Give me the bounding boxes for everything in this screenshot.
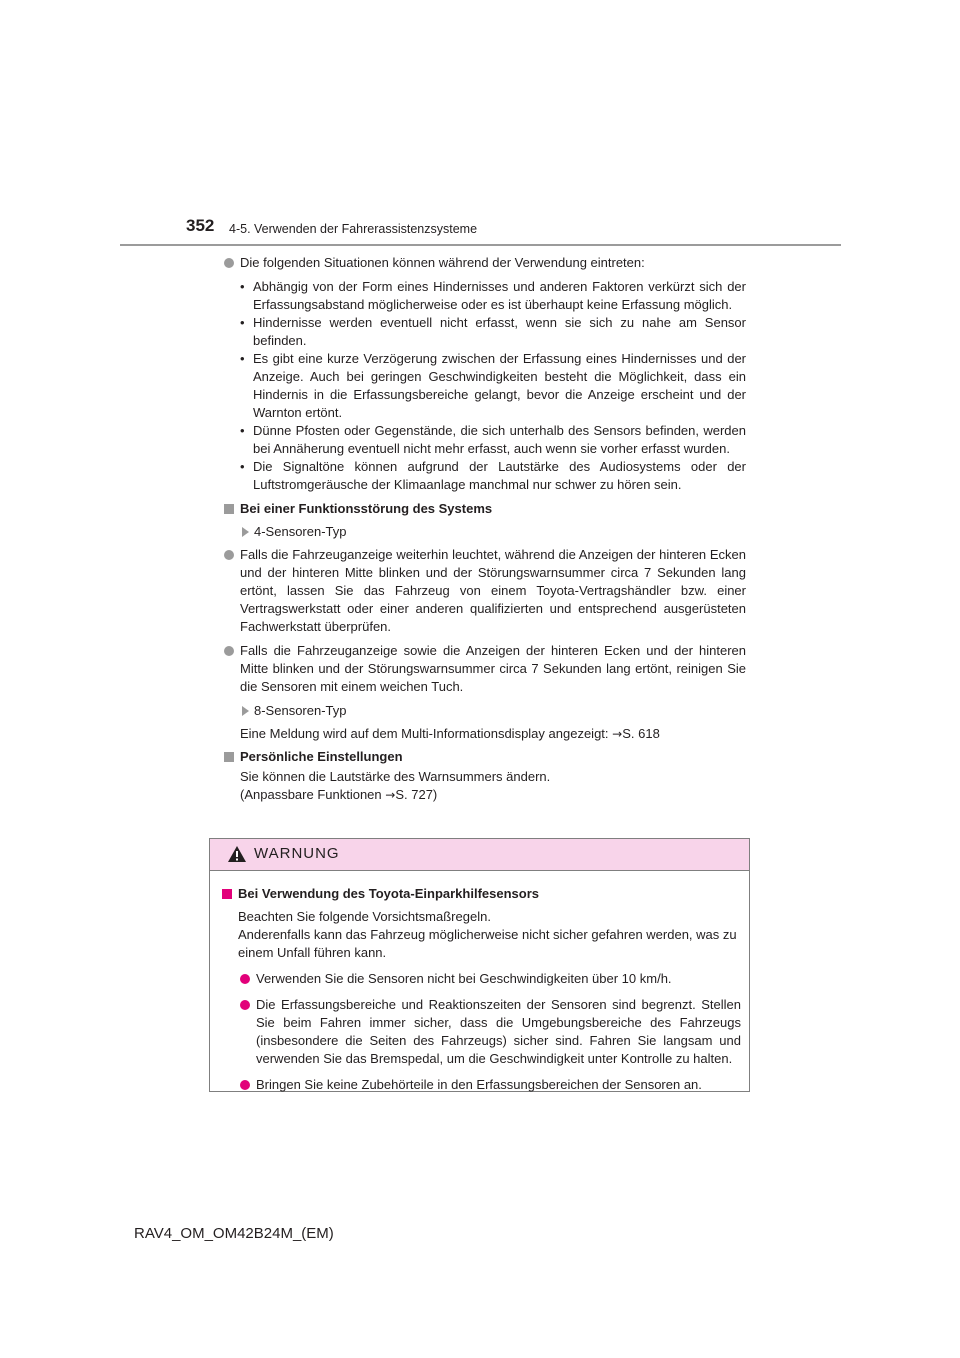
situation-list [222, 278, 746, 494]
bullet-circle-icon [240, 974, 250, 984]
type4-bullet [222, 546, 746, 636]
page-number: 352 [186, 216, 215, 235]
warning-heading-text: Bei Verwendung des Toyota-Einparkhilfesensors [238, 886, 539, 901]
bullet-dot-icon: • [240, 459, 245, 474]
type4-bullet-text: Falls die Fahrzeuganzeige weiterhin leuchtet, während die Anzeigen der hinteren Ecken und der hinteren Mitte blinken und der Störungswarnsummer circa 7 Sekunden lang ertönt, lassen Sie das Fahrzeug von einem Toyota-Vertragshändler bzw. einer Vertragswerkstatt oder einer anderen qualifizierten und entsprechend ausgerüsteten Fachwerkstatt überprüfen. [240, 547, 746, 634]
warning-body [210, 871, 749, 1094]
triangle-right-icon [242, 706, 249, 716]
personal-heading-text: Persönliche Einstellungen [240, 749, 403, 764]
intro-bullet [222, 254, 746, 272]
personal-heading [222, 748, 746, 766]
warning-intro-line: Anderenfalls kann das Fahrzeug möglicherweise nicht sicher gefahren werden, was zu einem Unfall führen kann. [238, 927, 737, 960]
personal-page-ref[interactable]: S. 727) [395, 787, 438, 802]
warning-header [210, 839, 749, 871]
list-item [240, 314, 746, 350]
warning-bullet [238, 1076, 741, 1094]
bullet-dot-icon: • [240, 279, 245, 294]
type8-label-text: 8-Sensoren-Typ [254, 703, 347, 718]
intro-bullet-text: Die folgenden Situationen können während der Verwendung eintreten: [240, 255, 645, 270]
bullet-circle-icon [224, 550, 234, 560]
warning-bullet-text: Die Erfassungsbereiche und Reaktionszeiten der Sensoren sind begrenzt. Stellen Sie beim Fahren immer sicher, dass die Umgebungsbereiche des Fahrzeugs (insbesondere die Seiten des Fahrzeugs) sicher sind. Fahren Sie langsam und verwenden Sie das Bremspedal, um die Geschwindigkeit unter Kontrolle zu halten. [256, 997, 741, 1066]
list-item-text: Hindernisse werden eventuell nicht erfasst, wenn sie sich zu nahe am Sensor befinden. [253, 315, 746, 348]
triangle-right-icon [242, 527, 249, 537]
type8-text-body: Eine Meldung wird auf dem Multi-Informationsdisplay angezeigt: [240, 726, 609, 741]
personal-ref-prefix: (Anpassbare Funktionen [240, 787, 382, 802]
personal-text-line: Sie können die Lautstärke des Warnsummers ändern. [240, 769, 551, 784]
malfunction-heading-text: Bei einer Funktionsstörung des Systems [240, 501, 493, 516]
warning-label: WARNUNG [254, 845, 340, 862]
type8-text [222, 725, 746, 743]
bullet-dot-icon: • [240, 351, 245, 366]
warning-intro [220, 908, 741, 962]
malfunction-heading [222, 500, 746, 518]
bullet-circle-icon [240, 1080, 250, 1090]
bullet-circle-icon [240, 1000, 250, 1010]
list-item [240, 458, 746, 494]
type8-page-ref[interactable]: S. 618 [622, 726, 660, 741]
list-item [240, 422, 746, 458]
bullet-dot-icon: • [240, 315, 245, 330]
warning-bullet-text: Bringen Sie keine Zubehörteile in den Erfassungsbereichen der Sensoren an. [256, 1077, 702, 1092]
bullet-circle-icon [224, 646, 234, 656]
warning-bullet [238, 970, 741, 988]
personal-ref-line [240, 786, 746, 804]
bullet-dot-icon: • [240, 423, 245, 438]
header-rule [120, 244, 841, 246]
list-item [240, 278, 746, 314]
square-bullet-icon [224, 504, 234, 514]
list-item-text: Dünne Pfosten oder Gegenstände, die sich unterhalb des Sensors befinden, werden bei Annäherung eventuell nicht mehr erfasst, auch wenn sie vorher erfasst wurden. [253, 423, 746, 456]
main-content [222, 254, 746, 809]
footer-code: RAV4_OM_OM42B24M_(EM) [134, 1225, 334, 1242]
square-bullet-icon [222, 889, 232, 899]
warning-bullet-text: Verwenden Sie die Sensoren nicht bei Geschwindigkeiten über 10 km/h. [256, 971, 672, 986]
warning-bullet [238, 996, 741, 1068]
list-item-text: Die Signaltöne können aufgrund der Lautstärke des Audiosystems oder der Luftstromgeräusche der Klimaanlage manchmal nur schwer zu hören sein. [253, 459, 746, 492]
list-item [240, 350, 746, 422]
warning-box [209, 838, 750, 1092]
warning-heading [220, 885, 741, 903]
warning-triangle-icon [227, 845, 247, 863]
arrow-right-icon: → [612, 727, 623, 741]
personal-text [222, 768, 746, 804]
bullet-circle-icon [224, 258, 234, 268]
type4-label-text: 4-Sensoren-Typ [254, 524, 347, 539]
list-item-text: Es gibt eine kurze Verzögerung zwischen der Erfassung eines Hindernisses und der Anzeige. Auch bei geringen Geschwindigkeiten besteht die Möglichkeit, dass ein Hindernis in die Erfassungsbereiche gelangt, bevor die Anzeige erscheint und der Warnton ertönt. [253, 351, 746, 420]
type4-bullet [222, 642, 746, 696]
type8-label [222, 702, 746, 720]
warning-intro-line: Beachten Sie folgende Vorsichtsmaßregeln. [238, 909, 491, 924]
arrow-right-icon: → [385, 788, 396, 802]
section-title: 4-5. Verwenden der Fahrerassistenzsysteme [229, 222, 478, 236]
list-item-text: Abhängig von der Form eines Hindernisses und anderen Faktoren verkürzt sich der Erfassungsabstand möglicherweise oder es ist überhaupt keine Erfassung möglich. [253, 279, 746, 312]
type4-bullet-text: Falls die Fahrzeuganzeige sowie die Anzeigen der hinteren Ecken und der hinteren Mitte blinken und der Störungswarnsummer circa 7 Sekunden lang ertönt, reinigen Sie die Sensoren mit einem weichen Tuch. [240, 643, 746, 694]
type4-label [222, 523, 746, 541]
square-bullet-icon [224, 752, 234, 762]
